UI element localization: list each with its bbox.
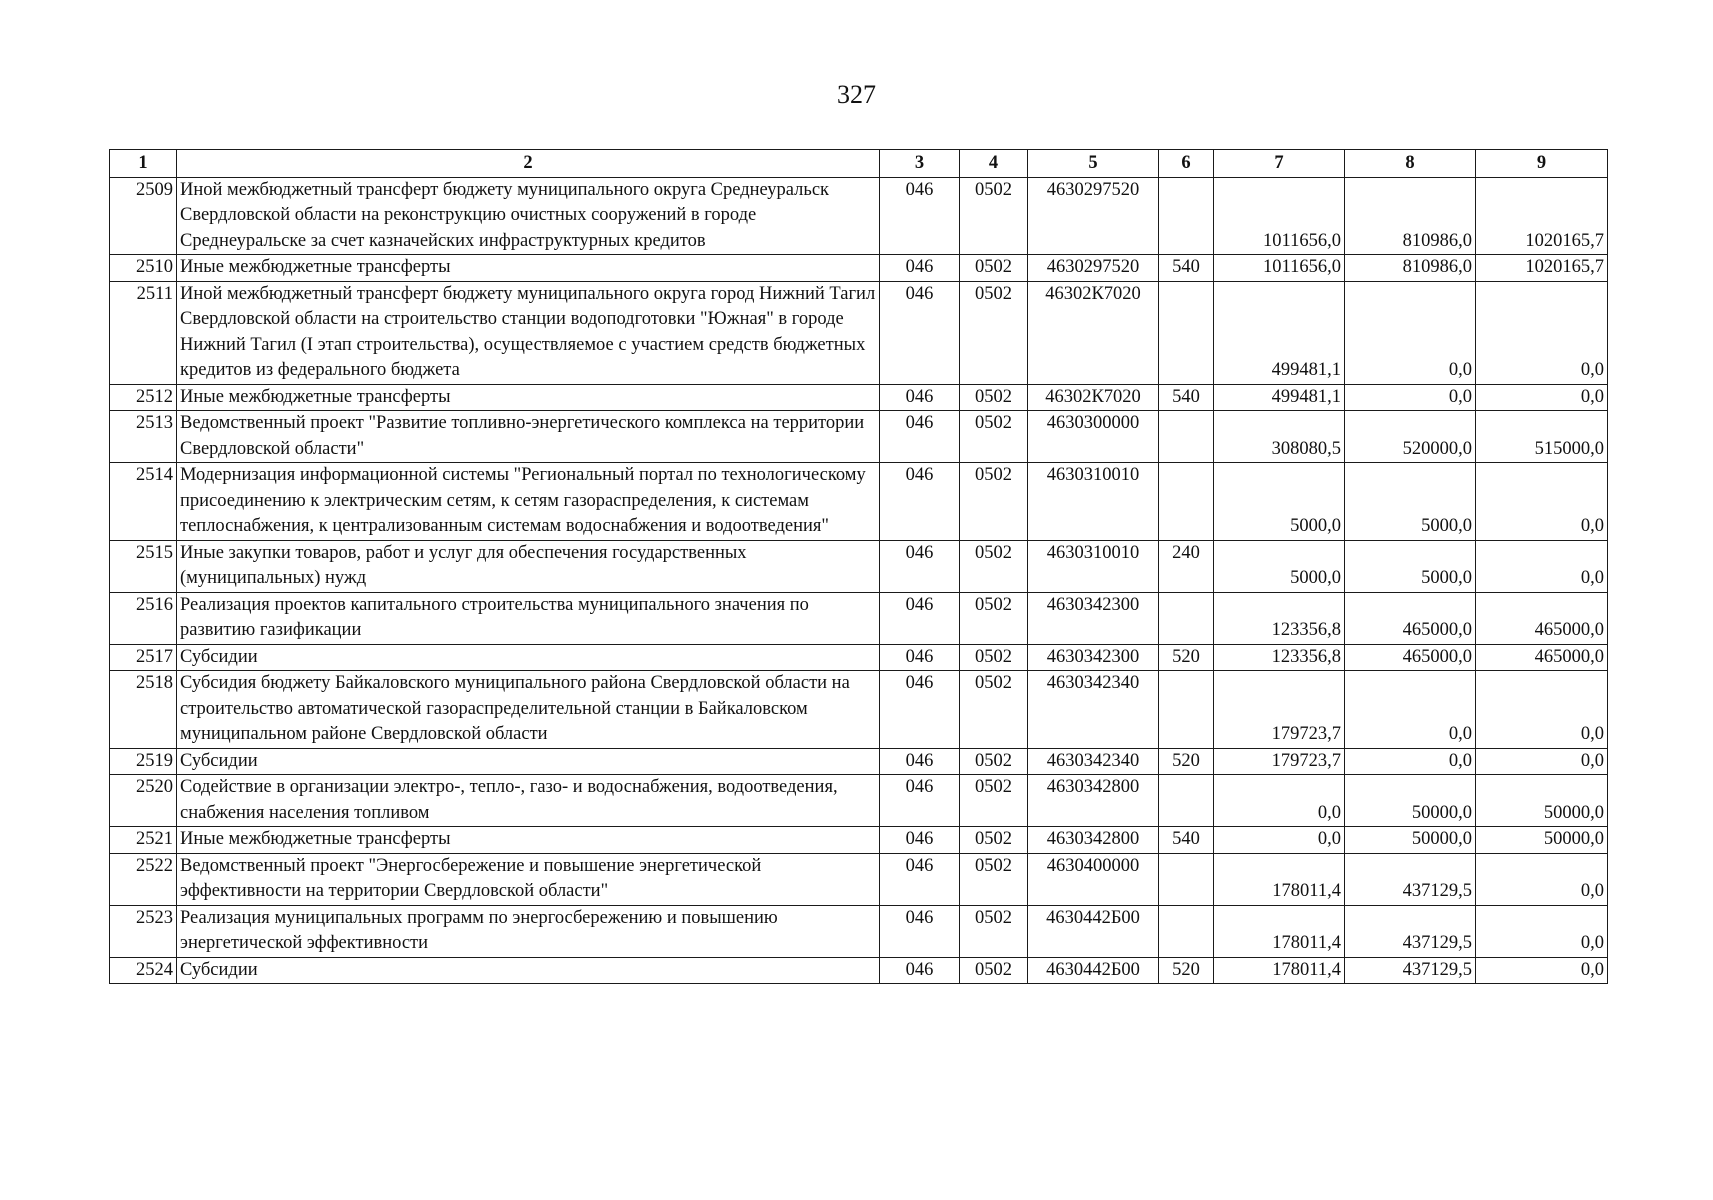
section-code-cell: 0502 bbox=[960, 540, 1028, 592]
target-article-cell: 4630342340 bbox=[1028, 671, 1159, 749]
table-row bbox=[110, 748, 1608, 775]
table-row bbox=[110, 255, 1608, 282]
amount-col7-cell: 178011,4 bbox=[1214, 957, 1345, 984]
amount-col9-cell: 0,0 bbox=[1476, 748, 1608, 775]
item-name-cell: Иной межбюджетный трансферт бюджету муниципального округа город Нижний Тагил Свердловской области на строительство станции водоподготовки "Южная" в городе Нижний Тагил (I этап строительства), осуществляемое с участием средств бюджетных кредитов из федерального бюджета bbox=[177, 281, 880, 384]
amount-col8-cell: 437129,5 bbox=[1345, 957, 1476, 984]
item-name-cell: Субсидии bbox=[177, 748, 880, 775]
amount-col8-cell: 0,0 bbox=[1345, 748, 1476, 775]
section-code-cell: 0502 bbox=[960, 463, 1028, 541]
item-name-cell: Субсидии bbox=[177, 957, 880, 984]
section-code-cell: 0502 bbox=[960, 177, 1028, 255]
ministry-code-cell: 046 bbox=[880, 853, 960, 905]
ministry-code-cell: 046 bbox=[880, 671, 960, 749]
target-article-cell: 4630342800 bbox=[1028, 775, 1159, 827]
amount-col9-cell: 0,0 bbox=[1476, 281, 1608, 384]
expense-type-cell bbox=[1159, 411, 1214, 463]
amount-col9-cell: 465000,0 bbox=[1476, 644, 1608, 671]
target-article-cell: 4630442Б00 bbox=[1028, 905, 1159, 957]
row-number-cell: 2515 bbox=[110, 540, 177, 592]
ministry-code-cell: 046 bbox=[880, 775, 960, 827]
target-article-cell: 4630310010 bbox=[1028, 540, 1159, 592]
target-article-cell: 4630342340 bbox=[1028, 748, 1159, 775]
amount-col7-cell: 1011656,0 bbox=[1214, 255, 1345, 282]
table-body bbox=[110, 177, 1608, 984]
expense-type-cell: 540 bbox=[1159, 827, 1214, 854]
item-name-cell: Субсидии bbox=[177, 644, 880, 671]
target-article-cell: 4630400000 bbox=[1028, 853, 1159, 905]
item-name-cell: Иные межбюджетные трансферты bbox=[177, 827, 880, 854]
amount-col9-cell: 50000,0 bbox=[1476, 775, 1608, 827]
amount-col7-cell: 1011656,0 bbox=[1214, 177, 1345, 255]
column-header: 7 bbox=[1214, 150, 1345, 178]
amount-col9-cell: 0,0 bbox=[1476, 957, 1608, 984]
row-number-cell: 2514 bbox=[110, 463, 177, 541]
target-article-cell: 4630297520 bbox=[1028, 177, 1159, 255]
column-header: 2 bbox=[177, 150, 880, 178]
row-number-cell: 2523 bbox=[110, 905, 177, 957]
amount-col9-cell: 1020165,7 bbox=[1476, 255, 1608, 282]
amount-col8-cell: 465000,0 bbox=[1345, 644, 1476, 671]
expense-type-cell: 520 bbox=[1159, 957, 1214, 984]
table-row bbox=[110, 384, 1608, 411]
table-row bbox=[110, 853, 1608, 905]
table-row bbox=[110, 644, 1608, 671]
amount-col7-cell: 178011,4 bbox=[1214, 905, 1345, 957]
table-row bbox=[110, 592, 1608, 644]
amount-col9-cell: 465000,0 bbox=[1476, 592, 1608, 644]
amount-col9-cell: 0,0 bbox=[1476, 905, 1608, 957]
table-row bbox=[110, 905, 1608, 957]
amount-col9-cell: 0,0 bbox=[1476, 853, 1608, 905]
section-code-cell: 0502 bbox=[960, 905, 1028, 957]
amount-col7-cell: 0,0 bbox=[1214, 775, 1345, 827]
column-header: 9 bbox=[1476, 150, 1608, 178]
ministry-code-cell: 046 bbox=[880, 827, 960, 854]
expense-type-cell bbox=[1159, 775, 1214, 827]
amount-col8-cell: 0,0 bbox=[1345, 384, 1476, 411]
item-name-cell: Ведомственный проект "Развитие топливно-энергетического комплекса на территории Свердловской области" bbox=[177, 411, 880, 463]
ministry-code-cell: 046 bbox=[880, 255, 960, 282]
row-number-cell: 2509 bbox=[110, 177, 177, 255]
amount-col7-cell: 178011,4 bbox=[1214, 853, 1345, 905]
expense-type-cell bbox=[1159, 905, 1214, 957]
amount-col8-cell: 50000,0 bbox=[1345, 827, 1476, 854]
ministry-code-cell: 046 bbox=[880, 540, 960, 592]
item-name-cell: Субсидия бюджету Байкаловского муниципального района Свердловской области на строительство автоматической газораспределительной станции в Байкаловском муниципальном районе Свердловской области bbox=[177, 671, 880, 749]
row-number-cell: 2517 bbox=[110, 644, 177, 671]
table-row bbox=[110, 281, 1608, 384]
amount-col7-cell: 179723,7 bbox=[1214, 748, 1345, 775]
amount-col9-cell: 0,0 bbox=[1476, 463, 1608, 541]
ministry-code-cell: 046 bbox=[880, 463, 960, 541]
amount-col7-cell: 179723,7 bbox=[1214, 671, 1345, 749]
section-code-cell: 0502 bbox=[960, 748, 1028, 775]
table-row bbox=[110, 827, 1608, 854]
row-number-cell: 2519 bbox=[110, 748, 177, 775]
target-article-cell: 4630442Б00 bbox=[1028, 957, 1159, 984]
amount-col9-cell: 0,0 bbox=[1476, 384, 1608, 411]
expense-type-cell bbox=[1159, 281, 1214, 384]
section-code-cell: 0502 bbox=[960, 281, 1028, 384]
section-code-cell: 0502 bbox=[960, 827, 1028, 854]
amount-col8-cell: 5000,0 bbox=[1345, 463, 1476, 541]
section-code-cell: 0502 bbox=[960, 671, 1028, 749]
target-article-cell: 4630342300 bbox=[1028, 592, 1159, 644]
expense-type-cell: 540 bbox=[1159, 384, 1214, 411]
expense-type-cell: 520 bbox=[1159, 644, 1214, 671]
item-name-cell: Модернизация информационной системы "Региональный портал по технологическому присоединению к электрическим сетям, к сетям газораспределения, к системам теплоснабжения, к централизованным системам водоснабжения и водоотведения" bbox=[177, 463, 880, 541]
amount-col7-cell: 123356,8 bbox=[1214, 644, 1345, 671]
row-number-cell: 2524 bbox=[110, 957, 177, 984]
expense-type-cell bbox=[1159, 671, 1214, 749]
expense-type-cell bbox=[1159, 177, 1214, 255]
column-header: 8 bbox=[1345, 150, 1476, 178]
expense-type-cell bbox=[1159, 463, 1214, 541]
item-name-cell: Ведомственный проект "Энергосбережение и повышение энергетической эффективности на территории Свердловской области" bbox=[177, 853, 880, 905]
ministry-code-cell: 046 bbox=[880, 905, 960, 957]
item-name-cell: Иные межбюджетные трансферты bbox=[177, 255, 880, 282]
amount-col9-cell: 0,0 bbox=[1476, 540, 1608, 592]
row-number-cell: 2516 bbox=[110, 592, 177, 644]
target-article-cell: 4630300000 bbox=[1028, 411, 1159, 463]
amount-col8-cell: 0,0 bbox=[1345, 671, 1476, 749]
item-name-cell: Иной межбюджетный трансферт бюджету муниципального округа Среднеуральск Свердловской области на реконструкцию очистных сооружений в городе Среднеуральске за счет казначейских инфраструктурных кредитов bbox=[177, 177, 880, 255]
column-header: 1 bbox=[110, 150, 177, 178]
section-code-cell: 0502 bbox=[960, 411, 1028, 463]
ministry-code-cell: 046 bbox=[880, 177, 960, 255]
expense-type-cell bbox=[1159, 853, 1214, 905]
amount-col7-cell: 0,0 bbox=[1214, 827, 1345, 854]
target-article-cell: 4630342300 bbox=[1028, 644, 1159, 671]
target-article-cell: 46302К7020 bbox=[1028, 281, 1159, 384]
amount-col7-cell: 5000,0 bbox=[1214, 540, 1345, 592]
section-code-cell: 0502 bbox=[960, 957, 1028, 984]
item-name-cell: Иные межбюджетные трансферты bbox=[177, 384, 880, 411]
target-article-cell: 4630310010 bbox=[1028, 463, 1159, 541]
amount-col8-cell: 5000,0 bbox=[1345, 540, 1476, 592]
column-header: 6 bbox=[1159, 150, 1214, 178]
row-number-cell: 2522 bbox=[110, 853, 177, 905]
section-code-cell: 0502 bbox=[960, 644, 1028, 671]
ministry-code-cell: 046 bbox=[880, 592, 960, 644]
item-name-cell: Реализация проектов капитального строительства муниципального значения по развитию газификации bbox=[177, 592, 880, 644]
amount-col9-cell: 1020165,7 bbox=[1476, 177, 1608, 255]
table-row bbox=[110, 540, 1608, 592]
table-row bbox=[110, 957, 1608, 984]
item-name-cell: Содействие в организации электро-, тепло-, газо- и водоснабжения, водоотведения, снабжения населения топливом bbox=[177, 775, 880, 827]
section-code-cell: 0502 bbox=[960, 384, 1028, 411]
column-header: 4 bbox=[960, 150, 1028, 178]
amount-col8-cell: 810986,0 bbox=[1345, 255, 1476, 282]
expense-type-cell bbox=[1159, 592, 1214, 644]
amount-col8-cell: 520000,0 bbox=[1345, 411, 1476, 463]
amount-col8-cell: 0,0 bbox=[1345, 281, 1476, 384]
column-header: 5 bbox=[1028, 150, 1159, 178]
ministry-code-cell: 046 bbox=[880, 957, 960, 984]
expense-type-cell: 520 bbox=[1159, 748, 1214, 775]
target-article-cell: 46302К7020 bbox=[1028, 384, 1159, 411]
section-code-cell: 0502 bbox=[960, 775, 1028, 827]
amount-col8-cell: 810986,0 bbox=[1345, 177, 1476, 255]
table-row bbox=[110, 463, 1608, 541]
header-row bbox=[110, 150, 1608, 178]
row-number-cell: 2520 bbox=[110, 775, 177, 827]
expense-type-cell: 540 bbox=[1159, 255, 1214, 282]
row-number-cell: 2513 bbox=[110, 411, 177, 463]
section-code-cell: 0502 bbox=[960, 255, 1028, 282]
item-name-cell: Реализация муниципальных программ по энергосбережению и повышению энергетической эффективности bbox=[177, 905, 880, 957]
budget-table bbox=[109, 149, 1608, 984]
item-name-cell: Иные закупки товаров, работ и услуг для обеспечения государственных (муниципальных) нужд bbox=[177, 540, 880, 592]
section-code-cell: 0502 bbox=[960, 853, 1028, 905]
expense-type-cell: 240 bbox=[1159, 540, 1214, 592]
row-number-cell: 2512 bbox=[110, 384, 177, 411]
table-row bbox=[110, 411, 1608, 463]
ministry-code-cell: 046 bbox=[880, 644, 960, 671]
ministry-code-cell: 046 bbox=[880, 748, 960, 775]
ministry-code-cell: 046 bbox=[880, 384, 960, 411]
amount-col9-cell: 0,0 bbox=[1476, 671, 1608, 749]
target-article-cell: 4630342800 bbox=[1028, 827, 1159, 854]
row-number-cell: 2518 bbox=[110, 671, 177, 749]
amount-col9-cell: 50000,0 bbox=[1476, 827, 1608, 854]
amount-col8-cell: 50000,0 bbox=[1345, 775, 1476, 827]
row-number-cell: 2521 bbox=[110, 827, 177, 854]
table-row bbox=[110, 775, 1608, 827]
table-row bbox=[110, 177, 1608, 255]
column-header: 3 bbox=[880, 150, 960, 178]
target-article-cell: 4630297520 bbox=[1028, 255, 1159, 282]
ministry-code-cell: 046 bbox=[880, 411, 960, 463]
amount-col7-cell: 123356,8 bbox=[1214, 592, 1345, 644]
amount-col9-cell: 515000,0 bbox=[1476, 411, 1608, 463]
amount-col8-cell: 465000,0 bbox=[1345, 592, 1476, 644]
ministry-code-cell: 046 bbox=[880, 281, 960, 384]
section-code-cell: 0502 bbox=[960, 592, 1028, 644]
amount-col7-cell: 308080,5 bbox=[1214, 411, 1345, 463]
row-number-cell: 2511 bbox=[110, 281, 177, 384]
amount-col7-cell: 5000,0 bbox=[1214, 463, 1345, 541]
amount-col8-cell: 437129,5 bbox=[1345, 853, 1476, 905]
amount-col7-cell: 499481,1 bbox=[1214, 384, 1345, 411]
amount-col8-cell: 437129,5 bbox=[1345, 905, 1476, 957]
page-number: 327 bbox=[837, 80, 876, 109]
row-number-cell: 2510 bbox=[110, 255, 177, 282]
table-row bbox=[110, 671, 1608, 749]
amount-col7-cell: 499481,1 bbox=[1214, 281, 1345, 384]
